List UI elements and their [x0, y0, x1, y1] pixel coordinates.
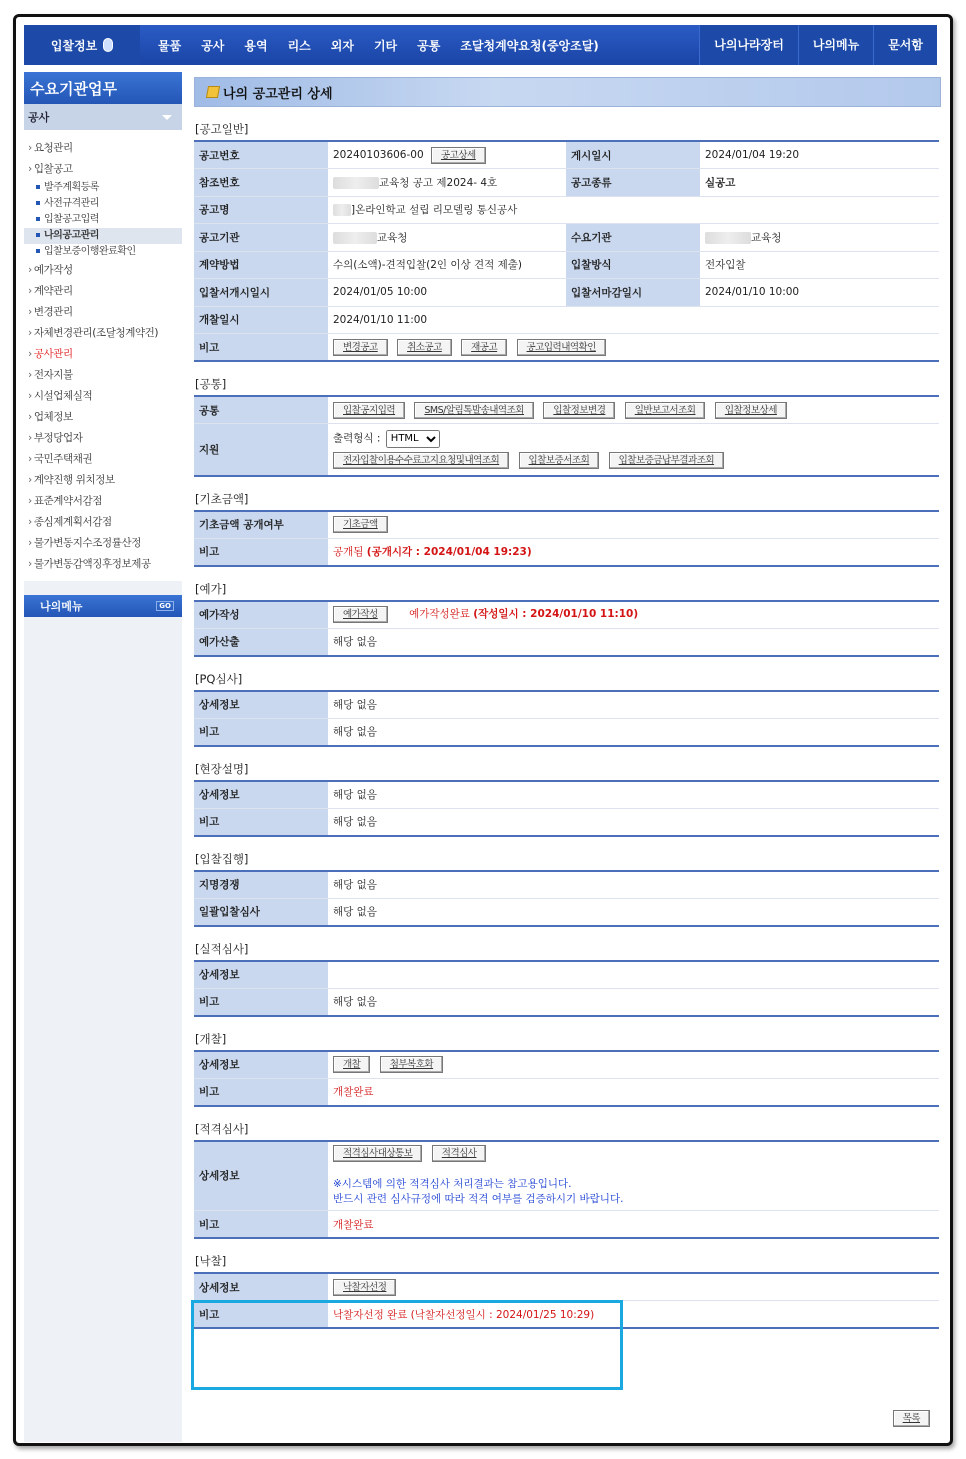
list-button[interactable]: 목록: [893, 1410, 930, 1427]
nav-item-foreign[interactable]: 외자: [330, 38, 354, 53]
nav-menu: [148, 37, 609, 54]
demand-label: 수요기관: [566, 224, 700, 252]
redacted-block: [333, 177, 379, 189]
nav-item-construction[interactable]: 공사: [201, 38, 225, 53]
base-open-cell: [328, 511, 939, 539]
base-open-label: 기초금액 공개여부: [194, 511, 328, 539]
general-note-cell: [328, 334, 939, 362]
nav-item-lease[interactable]: 리스: [287, 38, 311, 53]
section-site: [194, 747, 941, 837]
sidebar-item-facility-record[interactable]: › 시설업체실적: [24, 386, 182, 407]
nav-my-market[interactable]: 나의나라장터: [699, 25, 798, 65]
section-base-amount: [194, 477, 941, 567]
bid-notice-input-button[interactable]: 입찰공지입력: [333, 402, 405, 419]
demand-value: 교육청: [751, 231, 782, 244]
section-qualification-title: [적격심사]: [195, 1121, 249, 1136]
pq-detail-label: 상세정보: [194, 691, 328, 719]
pencil-icon: [206, 86, 220, 98]
section-performance-title: [실적심사]: [195, 941, 249, 956]
award-detail-label: 상세정보: [194, 1273, 328, 1301]
nav-brand-label: 입찰정보: [50, 38, 98, 53]
nav-item-service[interactable]: 용역: [244, 38, 268, 53]
open-bid-button[interactable]: 개찰: [333, 1056, 370, 1073]
sidebar-item-self-change[interactable]: › 자체변경관리(조달청계약건): [24, 323, 182, 344]
posted-label: 게시일시: [566, 141, 700, 169]
sidebar-item-housing-bond[interactable]: › 국민주택채권: [24, 449, 182, 470]
bid-method-label: 입찰방식: [566, 251, 700, 279]
performance-detail-value: [328, 961, 939, 989]
base-note-detail: (공개시각 : 2024/01/04 19:23): [366, 546, 532, 558]
opening-value: 2024/01/10 11:00: [328, 306, 939, 334]
bond-search-button[interactable]: 입찰보증서조회: [519, 452, 600, 469]
estimate-write-detail: (작성일시 : 2024/01/10 11:10): [473, 608, 639, 620]
my-menu-button[interactable]: [24, 595, 182, 617]
site-detail-label: 상세정보: [194, 781, 328, 809]
agency-value: 교육청: [377, 231, 408, 244]
notice-no-cell: [328, 141, 566, 169]
name-cell: [328, 196, 939, 224]
name-label: 공고명: [194, 196, 328, 224]
section-general-title: [공고일반]: [195, 122, 249, 136]
estimate-calc-value: 해당 없음: [333, 636, 377, 648]
type-value: 실공고: [700, 169, 939, 197]
award-highlight-box: [191, 1300, 623, 1390]
qualification-notify-button[interactable]: 적격심사대상통보: [333, 1145, 422, 1162]
pq-note-label: 비고: [194, 718, 328, 746]
nav-document-box[interactable]: 문서함: [873, 25, 937, 65]
section-qualification: [194, 1107, 941, 1240]
sidebar: [24, 72, 182, 1442]
award-note-label: 비고: [194, 1301, 328, 1329]
section-general: [194, 107, 941, 362]
site-note-label: 비고: [194, 808, 328, 836]
support-row-cell: [328, 424, 939, 476]
ref-no-value: 교육청 공고 제2024- 4호: [379, 176, 498, 189]
nav-item-common[interactable]: 공통: [417, 38, 441, 53]
section-performance: [194, 927, 941, 1017]
fee-notice-button[interactable]: 전자입찰이용수수료고지요청및내역조회: [333, 452, 509, 469]
qualification-table: [194, 1140, 939, 1240]
redacted-block: [333, 232, 377, 244]
opening-detail-label: 상세정보: [194, 1051, 328, 1079]
sidebar-title: 수요기관업무: [24, 72, 182, 104]
sidebar-item-company-info[interactable]: › 업체정보: [24, 407, 182, 428]
qualification-note-value: 개찰완료: [333, 1218, 374, 1231]
section-estimate: [194, 567, 941, 657]
turnkey-value: 해당 없음: [333, 906, 377, 918]
change-notice-button[interactable]: 변경공고: [333, 339, 388, 356]
pq-note-value: 해당 없음: [333, 726, 377, 738]
top-navigation: [24, 25, 937, 65]
posted-value: 2024/01/04 19:20: [700, 141, 939, 169]
section-opening: [194, 1017, 941, 1107]
name-value: ]온라인학교 설립 리모델링 통신공사: [351, 204, 518, 217]
section-base-amount-title: [기초금액]: [195, 491, 249, 506]
site-table: [194, 780, 939, 837]
support-row-label: 지원: [194, 424, 328, 476]
sidebar-item-request[interactable]: › 요청관리: [24, 138, 182, 159]
section-site-title: [현장설명]: [195, 761, 249, 776]
notice-input-history-button[interactable]: 공고입력내역확인: [517, 339, 606, 356]
bid-info-detail-button[interactable]: 입찰정보상세: [715, 402, 787, 419]
performance-detail-label: 상세정보: [194, 961, 328, 989]
qualification-review-button[interactable]: 적격심사: [432, 1145, 487, 1162]
sidebar-section-toggle[interactable]: [24, 104, 182, 130]
opening-detail-cell: [328, 1051, 939, 1079]
section-execution-title: [입찰집행]: [195, 851, 249, 866]
execution-table: [194, 870, 939, 927]
general-table: [194, 140, 939, 362]
open-start-label: 입찰서개시일시: [194, 279, 328, 307]
base-amount-button[interactable]: 기초금액: [333, 516, 388, 533]
sms-history-button[interactable]: SMS/알림톡발송내역조회: [414, 402, 534, 419]
my-menu-label: 나의메뉴: [40, 600, 83, 613]
window-frame: [13, 14, 953, 1446]
performance-note-value: 해당 없음: [333, 996, 377, 1008]
base-note-label: 비고: [194, 538, 328, 566]
qualification-note-label: 비고: [194, 1211, 328, 1239]
notice-detail-button[interactable]: 공고상세: [431, 147, 486, 164]
base-amount-table: [194, 510, 939, 567]
sidebar-child-notice-input[interactable]: 입찰공고입력: [24, 212, 182, 228]
section-pq-title: [PQ심사]: [195, 671, 243, 686]
site-note-value: 해당 없음: [333, 816, 377, 828]
performance-note-label: 비고: [194, 988, 328, 1016]
sidebar-child-pre-spec[interactable]: 사전규격관리: [24, 196, 182, 212]
mouse-icon: [103, 38, 113, 52]
format-row: [333, 430, 934, 448]
nominated-label: 지명경쟁: [194, 871, 328, 899]
sidebar-item-price-reduction[interactable]: › 물가변동감액징후정보제공: [24, 554, 182, 575]
opening-table: [194, 1050, 939, 1107]
qualification-info-line2: 반드시 관련 심사규정에 따라 적격 여부를 검증하시기 바랍니다.: [333, 1193, 624, 1206]
format-select[interactable]: [386, 430, 440, 448]
turnkey-label: 일괄입찰심사: [194, 898, 328, 926]
site-detail-value: 해당 없음: [328, 781, 939, 809]
sidebar-section-label: 공사: [28, 111, 50, 124]
go-label: GO: [156, 601, 174, 611]
nav-item-goods[interactable]: 물품: [158, 38, 182, 53]
section-common-title: [공통]: [195, 377, 227, 391]
close-label: 입찰서마감일시: [566, 279, 700, 307]
page-title: 나의 공고관리 상세: [223, 86, 333, 102]
nav-my-menu[interactable]: 나의메뉴: [798, 25, 873, 65]
format-label: 출력형식 :: [333, 432, 381, 445]
agency-cell: [328, 224, 566, 252]
renotice-button[interactable]: 재공고: [461, 339, 507, 356]
ref-no-label: 참조번호: [194, 169, 328, 197]
common-row-cell: [328, 396, 939, 424]
general-note-label: 비고: [194, 334, 328, 362]
award-detail-cell: [328, 1273, 939, 1301]
bid-info-change-button[interactable]: 입찰정보변경: [543, 402, 615, 419]
sidebar-item-unfair-bidder[interactable]: › 부정당업자: [24, 428, 182, 449]
estimate-table: [194, 600, 939, 657]
qualification-detail-label: 상세정보: [194, 1141, 328, 1211]
nav-item-etc[interactable]: 기타: [373, 38, 398, 53]
notice-no-value: 20240103606-00: [333, 148, 424, 161]
nav-brand[interactable]: [24, 25, 140, 65]
pq-detail-value: 해당 없음: [328, 691, 939, 719]
decrypt-attachment-button[interactable]: 첨부복호화: [380, 1056, 443, 1073]
common-row-label: 공통: [194, 396, 328, 424]
common-table: [194, 395, 939, 477]
sidebar-list: [24, 130, 182, 581]
sidebar-item-plan-deduction[interactable]: › 종심제계획서감점: [24, 512, 182, 533]
estimate-write-status: 예가작성완료: [409, 608, 470, 620]
qualification-buttons: [333, 1145, 934, 1162]
cancel-notice-button[interactable]: 취소공고: [397, 339, 452, 356]
ref-no-cell: [328, 169, 566, 197]
opening-label: 개찰일시: [194, 306, 328, 334]
opening-note-value: 개찰완료: [333, 1086, 374, 1098]
contract-label: 계약방법: [194, 251, 328, 279]
sidebar-item-change[interactable]: › 변경관리: [24, 302, 182, 323]
award-note-value: 낙찰자선정 완료 (낙찰자선정일시 : 2024/01/25 10:29): [333, 1308, 595, 1321]
base-note-cell: [328, 538, 939, 566]
sidebar-child-order-plan[interactable]: 발주계획등록: [24, 180, 182, 196]
select-winner-button[interactable]: 낙찰자선정: [333, 1279, 396, 1296]
base-note-status: 공개됨: [333, 546, 364, 558]
estimate-write-label: 예가작성: [194, 601, 328, 629]
demand-cell: [700, 224, 939, 252]
sidebar-item-standard-deduction[interactable]: › 표준계약서감점: [24, 491, 182, 512]
notice-no-label: 공고번호: [194, 141, 328, 169]
sidebar-item-construction-mgmt[interactable]: › 공사관리: [24, 344, 182, 365]
main-content: [194, 77, 941, 1329]
qualification-detail-cell: [328, 1141, 939, 1211]
performance-table: [194, 960, 939, 1017]
redacted-block: [333, 204, 351, 216]
section-pq: [194, 657, 941, 747]
pq-table: [194, 690, 939, 747]
sidebar-item-price-index[interactable]: › 물가변동지수조정률산정: [24, 533, 182, 554]
open-start-value: 2024/01/05 10:00: [328, 279, 566, 307]
nav-item-central-request[interactable]: 조달청계약요청(중앙조달): [460, 38, 599, 53]
section-opening-title: [개찰]: [195, 1031, 227, 1046]
page-header: [194, 77, 941, 107]
estimate-write-button[interactable]: 예가작성: [333, 606, 388, 623]
opening-note-label: 비고: [194, 1078, 328, 1106]
section-common: [194, 362, 941, 477]
deposit-result-button[interactable]: 입찰보증금납부결과조회: [609, 452, 724, 469]
redacted-block: [705, 232, 751, 244]
nominated-value: 해당 없음: [328, 871, 939, 899]
sidebar-item-estimate[interactable]: › 예가작성: [24, 260, 182, 281]
sidebar-item-bid-notice[interactable]: › 입찰공고: [24, 159, 182, 180]
section-estimate-title: [예가]: [195, 581, 227, 596]
estimate-calc-label: 예가산출: [194, 628, 328, 656]
close-value: 2024/01/10 10:00: [700, 279, 939, 307]
section-execution: [194, 837, 941, 927]
section-award-title: [낙찰]: [195, 1254, 227, 1268]
sidebar-child-my-notice[interactable]: 나의공고관리: [24, 228, 182, 244]
report-search-button[interactable]: 일반보고서조회: [625, 402, 706, 419]
agency-label: 공고기관: [194, 224, 328, 252]
sidebar-item-e-payment[interactable]: › 전자지불: [24, 365, 182, 386]
sidebar-item-progress-location[interactable]: › 계약진행 위치정보: [24, 470, 182, 491]
bid-method-value: 전자입찰: [700, 251, 939, 279]
chevron-down-icon: [162, 115, 172, 120]
nav-right-menu: [699, 25, 937, 65]
list-button-wrap: [893, 1410, 936, 1427]
estimate-write-cell: [328, 601, 939, 629]
sidebar-child-bond-confirm[interactable]: 입찰보증이행완료확인: [24, 244, 182, 260]
qualification-info-line1: ※시스템에 의한 적격심사 처리결과는 참고용입니다.: [333, 1178, 572, 1191]
contract-value: 수의(소액)-견적입찰(2인 이상 견적 제출): [328, 251, 566, 279]
sidebar-item-contract[interactable]: › 계약관리: [24, 281, 182, 302]
type-label: 공고종류: [566, 169, 700, 197]
